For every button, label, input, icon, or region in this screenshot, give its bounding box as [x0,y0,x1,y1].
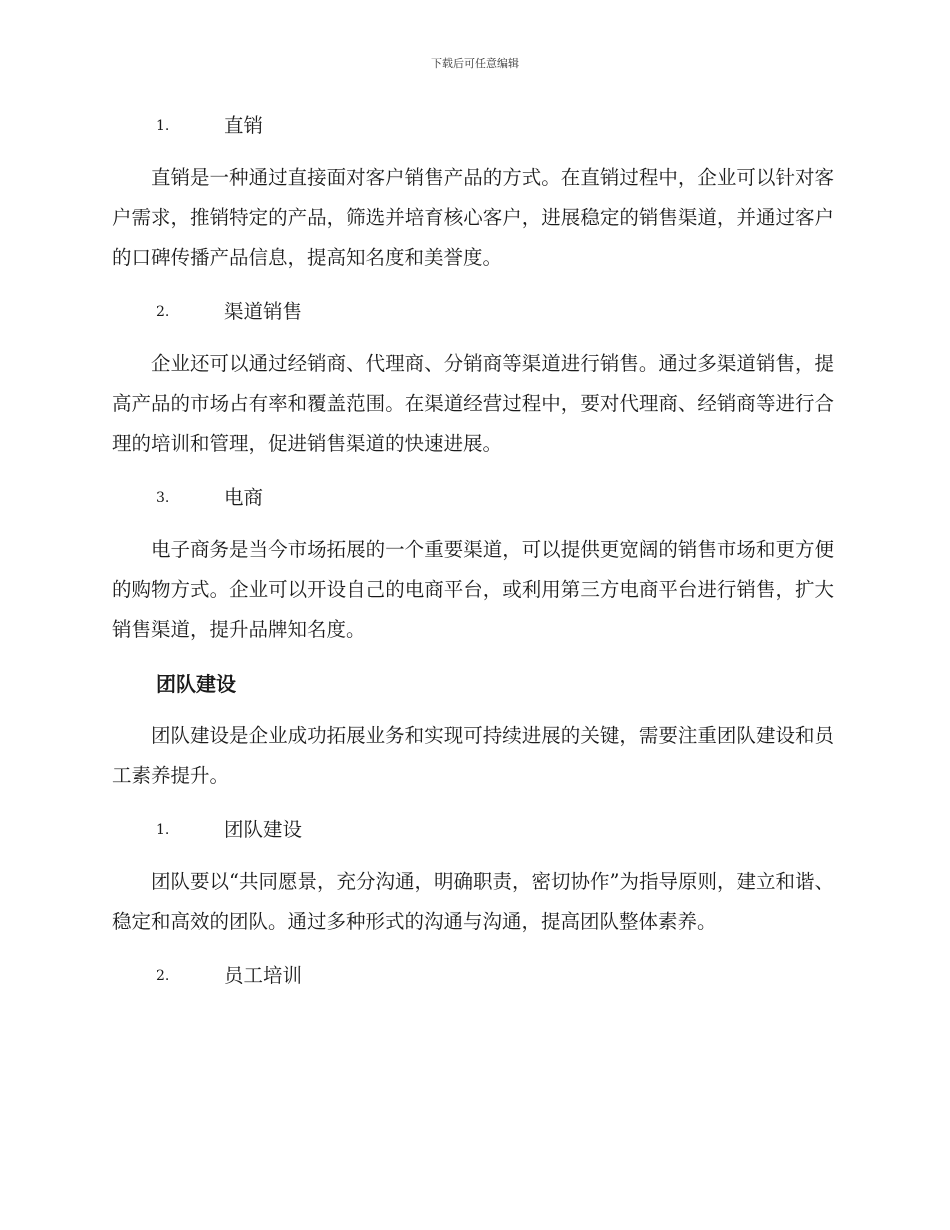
paragraph-channel-sales: 企业还可以通过经销商、代理商、分销商等渠道进行销售。通过多渠道销售，提高产品的市场占有率和覆盖范围。在渠道经营过程中，要对代理商、经销商等进行合理的培训和管理，促进销售渠道的快速进展。 [112,352,834,455]
item-title: 电商 [224,486,264,509]
paragraph-team-building-intro: 团队建设是企业成功拓展业务和实现可持续进展的关键，需要注重团队建设和员工素养提升。 [112,724,834,787]
header-note: 下载后可任意编辑 [431,57,519,70]
item-number: 1. [156,822,170,838]
item-heading-channel-sales [112,296,834,328]
section-title-team-building: 团队建设 [156,672,236,696]
item-number: 1. [156,118,170,134]
paragraph-team-building: 团队要以“共同愿景，充分沟通，明确职责，密切协作”为指导原则，建立和谐、稳定和高效的团队。通过多种形式的沟通与沟通，提高团队整体素养。 [112,870,834,933]
item-number: 2. [156,968,170,984]
paragraph-direct-sales: 直销是一种通过直接面对客户销售产品的方式。在直销过程中，企业可以针对客户需求，推销特定的产品，筛选并培育核心客户，进展稳定的销售渠道，并通过客户的口碑传播产品信息，提高知名度和美誉度。 [112,166,834,269]
item-number: 3. [156,490,170,506]
item-heading-direct-sales [112,110,834,142]
item-title: 团队建设 [224,818,303,841]
item-title: 员工培训 [224,964,303,987]
item-heading-team-building [112,814,834,846]
document-body [112,110,834,992]
item-number: 2. [156,304,170,320]
paragraph-ecommerce: 电子商务是当今市场拓展的一个重要渠道，可以提供更宽阔的销售市场和更方便的购物方式。企业可以开设自己的电商平台，或利用第三方电商平台进行销售，扩大销售渠道，提升品牌知名度。 [112,538,834,641]
item-heading-ecommerce [112,482,834,514]
item-title: 直销 [224,114,264,137]
item-title: 渠道销售 [224,300,303,323]
item-heading-employee-training [112,960,834,992]
